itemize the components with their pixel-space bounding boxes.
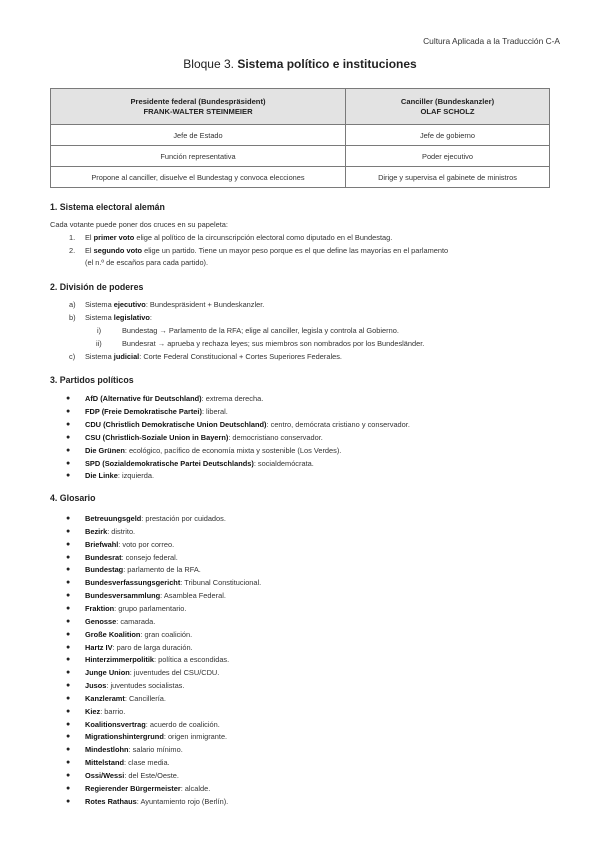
bullet-icon: ●	[66, 720, 71, 728]
bullet-icon: ●	[66, 515, 71, 522]
glossary-item	[85, 797, 228, 807]
table-cell: Propone al canciller, disuelve el Bundestag y convoca elecciones	[51, 167, 346, 188]
glossary-item	[85, 668, 219, 678]
list-number: 2.	[69, 246, 76, 255]
electoral-item-second-vote-cont: (el n.º de escaños para cada partido).	[85, 258, 209, 267]
glossary-item	[85, 681, 184, 691]
glossary-description: : paro de larga duración.	[112, 642, 193, 652]
glossary-term: Große Koalition	[85, 629, 141, 639]
party-description: : democristiano conservador.	[228, 432, 323, 442]
glossary-item	[85, 784, 210, 794]
bullet-icon: ●	[66, 579, 71, 587]
glossary-description: : prestación por cuidados.	[141, 514, 226, 523]
glossary-term: Bundestag	[85, 565, 124, 575]
glossary-item	[85, 527, 135, 537]
glossary-term: Jusos	[85, 681, 107, 691]
glossary-term: Mindestlohn	[85, 745, 129, 755]
bullet-icon: ●	[66, 553, 71, 561]
president-role: Presidente federal (Bundespräsident)	[130, 96, 266, 106]
glossary-item	[85, 745, 183, 755]
glossary-term: Kanzleramt	[85, 693, 125, 703]
glossary-term: Bezirk	[85, 526, 108, 536]
bullet-icon: ●	[66, 759, 71, 767]
table-row	[51, 146, 550, 167]
bullet-icon: ●	[66, 733, 71, 741]
title-main: Sistema político e instituciones	[237, 57, 417, 71]
table-row	[51, 167, 550, 188]
table-cell: Función representativa	[51, 146, 346, 167]
glossary-item	[85, 643, 193, 653]
bullet-icon: ●	[66, 540, 71, 548]
comparison-table	[50, 88, 550, 188]
glossary-description: : gran coalición.	[140, 629, 193, 639]
powers-legislative: Sistema legislativo:	[85, 313, 152, 322]
glossary-description: : Cancillería.	[124, 693, 166, 703]
list-roman: ii)	[96, 339, 102, 348]
glossary-term: Koalitionsvertrag	[85, 719, 146, 729]
bullet-icon: ●	[66, 707, 71, 715]
table-header-row	[51, 89, 550, 125]
glossary-description: : voto por correo.	[118, 539, 175, 549]
bullet-icon: ●	[66, 566, 71, 574]
list-letter: a)	[69, 300, 76, 309]
glossary-term: Rotes Rathaus	[85, 796, 137, 806]
bullet-icon: ●	[66, 669, 71, 677]
bullet-icon: ●	[66, 643, 71, 651]
powers-bundesrat: Bundesrat → aprueba y rechaza leyes; sus miembros son nombrados por los Bundesländer.	[122, 339, 425, 348]
glossary-term: Hartz IV	[85, 642, 113, 652]
list-letter: c)	[69, 352, 76, 361]
glossary-item	[85, 553, 178, 563]
glossary-item	[85, 514, 226, 524]
party-item	[85, 407, 228, 417]
bullet-icon: ●	[66, 527, 71, 535]
glossary-description: : juventudes del CSU/CDU.	[129, 668, 220, 678]
glossary-term: Hinterzimmerpolitik	[85, 655, 154, 665]
glossary-item	[85, 694, 166, 704]
electoral-intro: Cada votante puede poner dos cruces en su papeleta:	[50, 220, 228, 229]
glossary-term: Briefwahl	[85, 539, 119, 549]
party-item	[85, 459, 314, 469]
glossary-term: Junge Union	[85, 668, 130, 678]
table-cell: Dirige y supervisa el gabinete de ministros	[346, 167, 550, 188]
glossary-item	[85, 540, 174, 550]
glossary-description: : camarada.	[116, 616, 156, 626]
glossary-item	[85, 591, 226, 601]
glossary-term: Betreuungsgeld	[85, 514, 142, 523]
party-term: CDU (Christlich Demokratische Union Deutschland)	[85, 419, 267, 429]
electoral-item-second-vote: El segundo voto elige un partido. Tiene un mayor peso porque es el que define las mayorías en el parlamento	[85, 246, 449, 255]
glossary-item	[85, 758, 170, 768]
powers-judicial: Sistema judicial: Corte Federal Constitucional + Cortes Superiores Federales.	[85, 352, 342, 361]
party-description: : ecológico, pacífico de economía mixta y sostenible (Los Verdes).	[124, 445, 342, 455]
bullet-icon: ●	[66, 656, 71, 664]
bullet-icon: ●	[66, 604, 71, 612]
bullet-icon: ●	[66, 682, 71, 690]
table-cell: Poder ejecutivo	[346, 146, 550, 167]
bullet-icon: ●	[66, 472, 71, 480]
glossary-term: Ossi/Wessi	[85, 771, 125, 780]
bullet-icon: ●	[66, 407, 71, 415]
glossary-description: : del Este/Oeste.	[124, 771, 179, 780]
glossary-item	[85, 630, 192, 640]
section-heading-glossary: 4. Glosario	[50, 493, 96, 503]
list-letter: b)	[69, 313, 76, 322]
party-term: Die Grünen	[85, 445, 125, 455]
party-term: FDP (Freie Demokratische Partei)	[85, 406, 202, 416]
bullet-icon: ●	[66, 797, 71, 805]
party-description: : centro, demócrata cristiano y conservador.	[266, 419, 410, 429]
list-roman: i)	[97, 326, 102, 335]
chancellor-name: OLAF SCHOLZ	[420, 106, 475, 116]
table-cell: Jefe de Estado	[51, 125, 346, 146]
party-term: CSU (Christlich-Soziale Union in Bayern)	[85, 432, 229, 442]
section-heading-powers: 2. División de poderes	[50, 282, 144, 292]
bullet-icon: ●	[66, 592, 71, 600]
glossary-item	[85, 565, 201, 575]
glossary-item	[85, 604, 186, 614]
party-description: : extrema derecha.	[201, 394, 264, 403]
glossary-item	[85, 732, 227, 742]
section-heading-electoral: 1. Sistema electoral alemán	[50, 202, 165, 212]
glossary-term: Mittelstand	[85, 758, 125, 768]
table-row	[51, 125, 550, 146]
bullet-icon: ●	[66, 746, 71, 754]
party-item	[85, 420, 410, 430]
electoral-item-first-vote: El primer voto elige al político de la circunscripción electoral como diputado en el Bundestag.	[85, 233, 393, 242]
glossary-item	[85, 707, 125, 717]
glossary-description: : alcalde.	[180, 783, 211, 793]
bullet-icon: ●	[66, 772, 71, 779]
bullet-icon: ●	[66, 459, 71, 467]
glossary-term: Bundesversammlung	[85, 591, 161, 601]
glossary-description: : origen inmigrante.	[163, 732, 228, 742]
powers-executive: Sistema ejecutivo: Bundespräsident + Bundeskanzler.	[85, 300, 265, 309]
glossary-description: : barrio.	[100, 706, 126, 716]
bullet-icon: ●	[66, 420, 71, 428]
party-item	[85, 471, 154, 481]
glossary-item	[85, 578, 261, 588]
glossary-item	[85, 655, 229, 665]
glossary-item	[85, 617, 155, 627]
list-number: 1.	[69, 233, 76, 242]
table-header-president	[51, 89, 346, 125]
glossary-description: : Ayuntamiento rojo (Berlín).	[136, 796, 229, 806]
glossary-term: Regierender Bürgermeister	[85, 783, 181, 793]
glossary-term: Bundesverfassungsgericht	[85, 578, 181, 588]
party-term: SPD (Sozialdemokratische Partei Deutschlands)	[85, 458, 254, 468]
bullet-icon: ●	[66, 446, 71, 454]
glossary-description: : parlamento de la RFA.	[123, 565, 201, 575]
glossary-item	[85, 771, 179, 781]
glossary-item	[85, 720, 220, 730]
president-name: FRANK-WALTER STEINMEIER	[143, 106, 253, 116]
glossary-description: : juventudes socialistas.	[106, 681, 185, 691]
glossary-term: Genosse	[85, 616, 117, 626]
party-item	[85, 433, 323, 443]
party-description: : socialdemócrata.	[253, 458, 314, 468]
chancellor-role: Canciller (Bundeskanzler)	[400, 96, 495, 106]
party-description: : liberal.	[201, 406, 228, 416]
glossary-term: Fraktion	[85, 603, 115, 613]
table-cell: Jefe de gobierno	[346, 125, 550, 146]
glossary-description: : Tribunal Constitucional.	[180, 578, 262, 588]
glossary-term: Migrationshintergrund	[85, 732, 164, 742]
glossary-description: : Asamblea Federal.	[160, 591, 226, 601]
page-title	[0, 57, 600, 71]
powers-bundestag: Bundestag → Parlamento de la RFA; elige al canciller, legisla y controla al Gobierno.	[122, 326, 399, 335]
bullet-icon: ●	[66, 630, 71, 638]
section-heading-parties: 3. Partidos políticos	[50, 375, 134, 385]
title-prefix: Bloque 3.	[183, 57, 234, 71]
bullet-icon: ●	[66, 433, 71, 441]
bullet-icon: ●	[66, 617, 71, 625]
course-name: Cultura Aplicada a la Traducción C-A	[423, 36, 560, 46]
glossary-description: : distrito.	[107, 526, 136, 536]
glossary-description: : consejo federal.	[121, 552, 178, 562]
bullet-icon: ●	[66, 784, 71, 792]
glossary-term: Bundesrat	[85, 552, 122, 562]
party-item	[85, 446, 341, 456]
bullet-icon: ●	[66, 395, 71, 402]
glossary-description: : salario mínimo.	[128, 745, 183, 755]
party-item	[85, 394, 263, 404]
glossary-description: : clase media.	[124, 758, 170, 768]
glossary-description: : acuerdo de coalición.	[145, 719, 220, 729]
glossary-description: : política a escondidas.	[154, 655, 230, 665]
bullet-icon: ●	[66, 694, 71, 702]
table-header-chancellor	[346, 89, 550, 125]
glossary-term: Kiez	[85, 706, 101, 716]
party-term: Die Linke	[85, 471, 118, 481]
party-description: : izquierda.	[117, 471, 155, 481]
glossary-description: : grupo parlamentario.	[114, 603, 187, 613]
party-term: AfD (Alternative für Deutschland)	[85, 394, 202, 403]
